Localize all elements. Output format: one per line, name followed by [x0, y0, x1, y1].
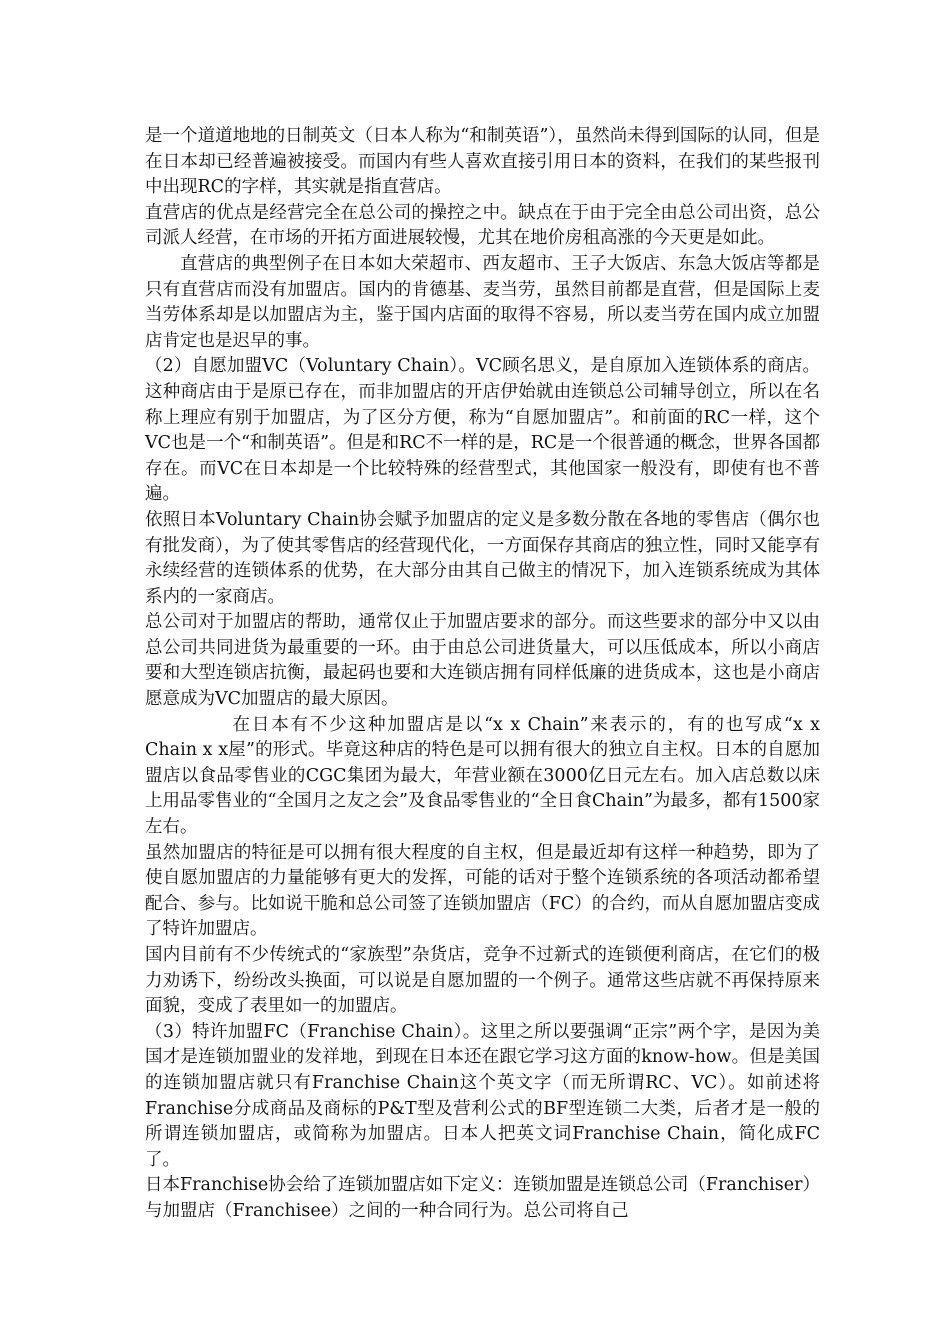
paragraph-direct-store-pros-cons: 直营店的优点是经营完全在总公司的操控之中。缺点在于由于完全由总公司出资，总公司派人经营，在市场的开拓方面进展较慢，尤其在地价房租高涨的今天更是如此。	[145, 202, 820, 249]
paragraph-chain-naming: 在日本有不少这种加盟店是以“x x Chain”来表示的，有的也写成“x x Chain x x屋”的形式。毕竟这种店的特色是可以拥有很大的独立自主权。日本的自愿加盟店以食品零售业的CGC集团为最大，年营业额在3000亿日元左右。加入店总数以床上用品零售业的“全国月之友之会”及食品零售业的“全日食Chain”为最多，都有1500家左右。	[145, 714, 820, 838]
paragraph-direct-store-examples: 直营店的典型例子在日本如大荣超市、西友超市、王子大饭店、东急大饭店等都是只有直营店而没有加盟店。国内的肯德基、麦当劳，虽然目前都是直营，但是国际上麦当劳体系却是以加盟店为主，鉴于国内店面的取得不容易，所以麦当劳在国内成立加盟店肯定也是迟早的事。	[145, 253, 820, 351]
paragraph-voluntary-chain-definition: 依照日本Voluntary Chain协会赋予加盟店的定义是多数分散在各地的零售店（偶尔也有批发商），为了使其零售店的经营现代化，一方面保存其商店的独立性，同时又能享有永续经营的连锁体系的优势，在大部分由其自己做主的情况下，加入连锁系统成为其体系内的一家商店。	[145, 509, 820, 607]
document-body	[145, 124, 820, 1225]
paragraph-franchise-definition: 日本Franchise协会给了连锁加盟店如下定义：连锁加盟是连锁总公司（Franchiser）与加盟店（Franchisee）之间的一种合同行为。总公司将自己	[145, 1175, 820, 1221]
paragraph-domestic-example: 国内目前有不少传统式的“家族型”杂货店，竞争不过新式的连锁便利商店，在它们的极力劝诱下，纷纷改头换面，可以说是自愿加盟的一个例子。通常这些店就不再保持原来面貌，变成了表里如一的加盟店。	[145, 945, 820, 1017]
paragraph-voluntary-chain: （2）自愿加盟VC（Voluntary Chain）。VC顾名思义，是自原加入连锁体系的商店。这种商店由于是原已存在，而非加盟店的开店伊始就由连锁总公司辅导创立，所以在名称上理应有别于加盟店，为了区分方便，称为“自愿加盟店”。和前面的RC一样，这个VC也是一个“和制英语”。但是和RC不一样的是，RC是一个很普通的概念，世界各国都存在。而VC在日本却是一个比较特殊的经营型式，其他国家一般没有，即使有也不普遍。	[145, 356, 820, 505]
paragraph-autonomy-trend: 虽然加盟店的特征是可以拥有很大程度的自主权，但是最近却有这样一种趋势，即为了使自愿加盟店的力量能够有更大的发挥，可能的话对于整个连锁系统的各项活动都希望配合、参与。比如说干脆和总公司签了连锁加盟店（FC）的合约，而从自愿加盟店变成了特许加盟店。	[145, 842, 820, 940]
paragraph-head-office-help: 总公司对于加盟店的帮助，通常仅止于加盟店要求的部分。而这些要求的部分中又以由总公司共同进货为最重要的一环。由于由总公司进货量大，可以压低成本，所以小商店要和大型连锁店抗衡，最起码也要和大连锁店拥有同样低廉的进货成本，这也是小商店愿意成为VC加盟店的最大原因。	[145, 612, 820, 710]
paragraph-rc-definition: 是一个道道地地的日制英文（日本人称为“和制英语”），虽然尚未得到国际的认同，但是在日本却已经普遍被接受。而国内有些人喜欢直接引用日本的资料，在我们的某些报刊中出现RC的字样，其实就是指直营店。	[145, 126, 820, 198]
paragraph-franchise-chain: （3）特许加盟FC（Franchise Chain）。这里之所以要强调“正宗”两个字，是因为美国才是连锁加盟业的发祥地，到现在日本还在跟它学习这方面的know-how。但是美国的连锁加盟店就只有Franchise Chain这个英文字（而无所谓RC、VC）。如前述将Franchise分成商品及商标的P&T型及营利公式的BF型连锁二大类，后者才是一般的所谓连锁加盟店，或简称为加盟店。日本人把英文词Franchise Chain，简化成FC了。	[145, 1021, 820, 1170]
